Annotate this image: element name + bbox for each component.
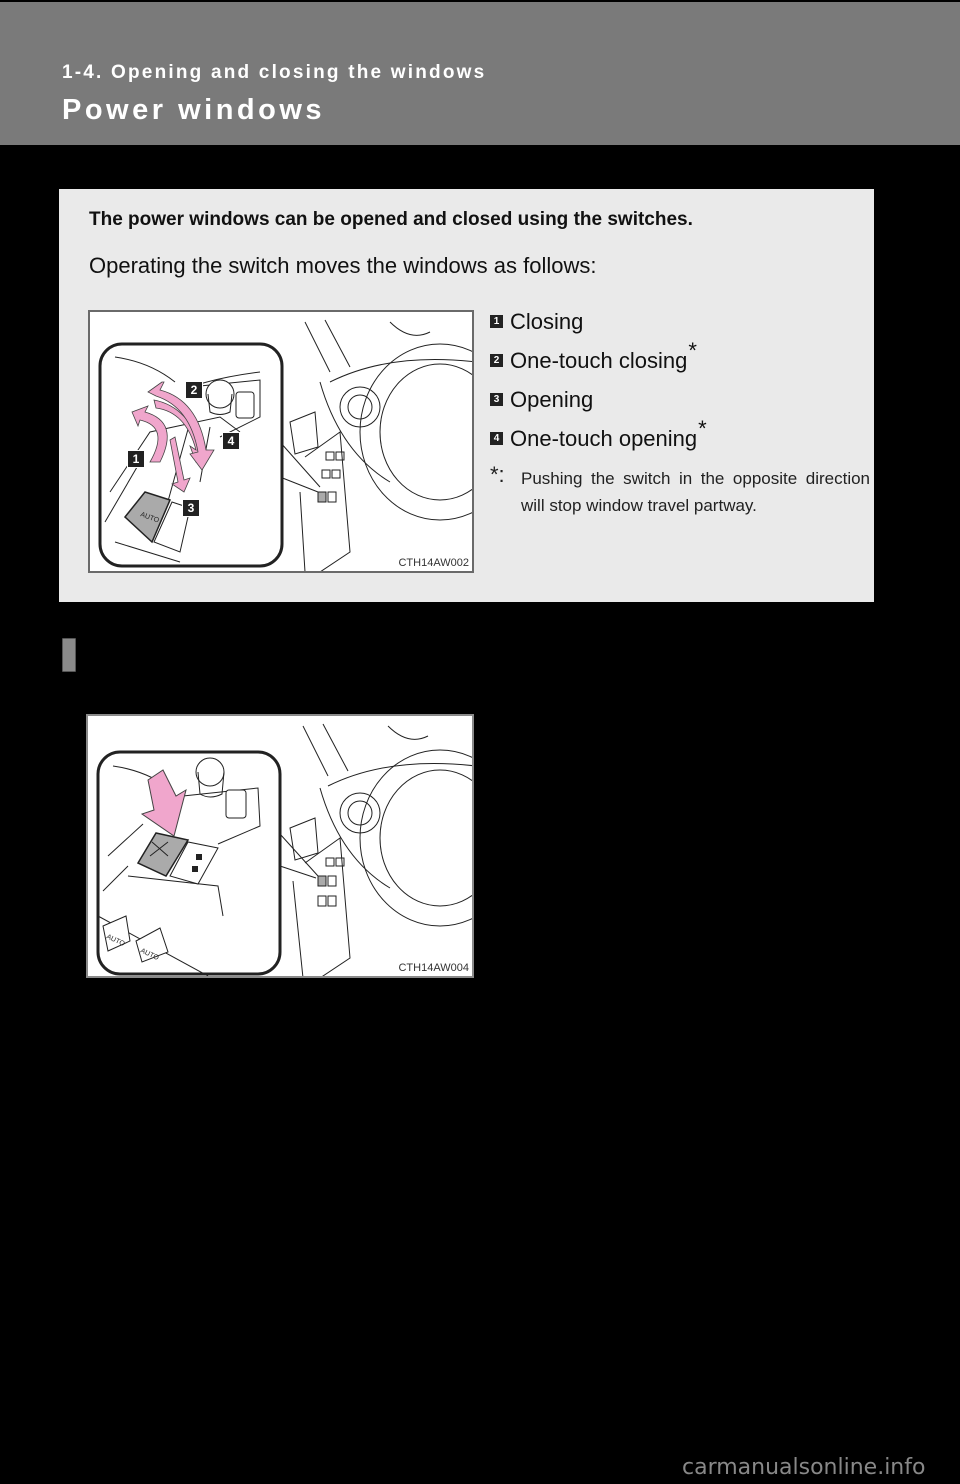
legend-label: One-touch opening: [510, 425, 698, 451]
callout-1: 1: [127, 450, 145, 468]
footnote-mark: *:: [490, 462, 505, 487]
switch-illustration: [90, 312, 474, 573]
callout-3: 3: [182, 499, 200, 517]
svg-text:AUTO: AUTO: [139, 947, 160, 962]
callout-2: 2: [185, 381, 203, 399]
number-badge: 4: [490, 432, 503, 445]
number-badge: 2: [490, 354, 503, 367]
legend-item-one-touch-closing: [490, 337, 850, 380]
page-header: [0, 2, 960, 145]
legend-label: One-touch closing: [510, 347, 688, 373]
callout-4: 4: [222, 432, 240, 450]
number-badge: 1: [490, 315, 503, 328]
section-marker: [62, 638, 76, 672]
legend-item-opening: [490, 380, 850, 419]
number-badge: 3: [490, 393, 503, 406]
asterisk-mark: *: [688, 337, 697, 363]
section-label: 1-4. Opening and closing the windows: [62, 62, 487, 83]
intro-bold-text: The power windows can be opened and closed using the switches.: [89, 209, 693, 230]
window-lock-switch-figure: [86, 714, 474, 978]
svg-text:AUTO: AUTO: [139, 511, 160, 525]
watermark: carmanualsonline.info: [682, 1455, 926, 1480]
asterisk-mark: *: [698, 415, 707, 441]
legend-list: [490, 302, 850, 458]
footnote-text: Pushing the switch in the opposite direction will stop window travel partway.: [521, 469, 870, 515]
page-title: Power windows: [62, 94, 326, 126]
figure-code: CTH14AW004: [398, 962, 469, 974]
legend-item-one-touch-opening: [490, 415, 850, 458]
footnote: [490, 462, 870, 519]
legend-label: Closing: [510, 308, 584, 334]
legend-label: Opening: [510, 386, 594, 412]
intro-text: Operating the switch moves the windows as follows:: [89, 253, 597, 278]
info-box: [59, 189, 874, 602]
lock-switch-illustration: [88, 716, 474, 978]
power-window-switch-figure: [88, 310, 474, 573]
legend-item-closing: [490, 302, 850, 341]
svg-text:AUTO: AUTO: [105, 933, 126, 948]
figure-code: CTH14AW002: [398, 557, 469, 569]
